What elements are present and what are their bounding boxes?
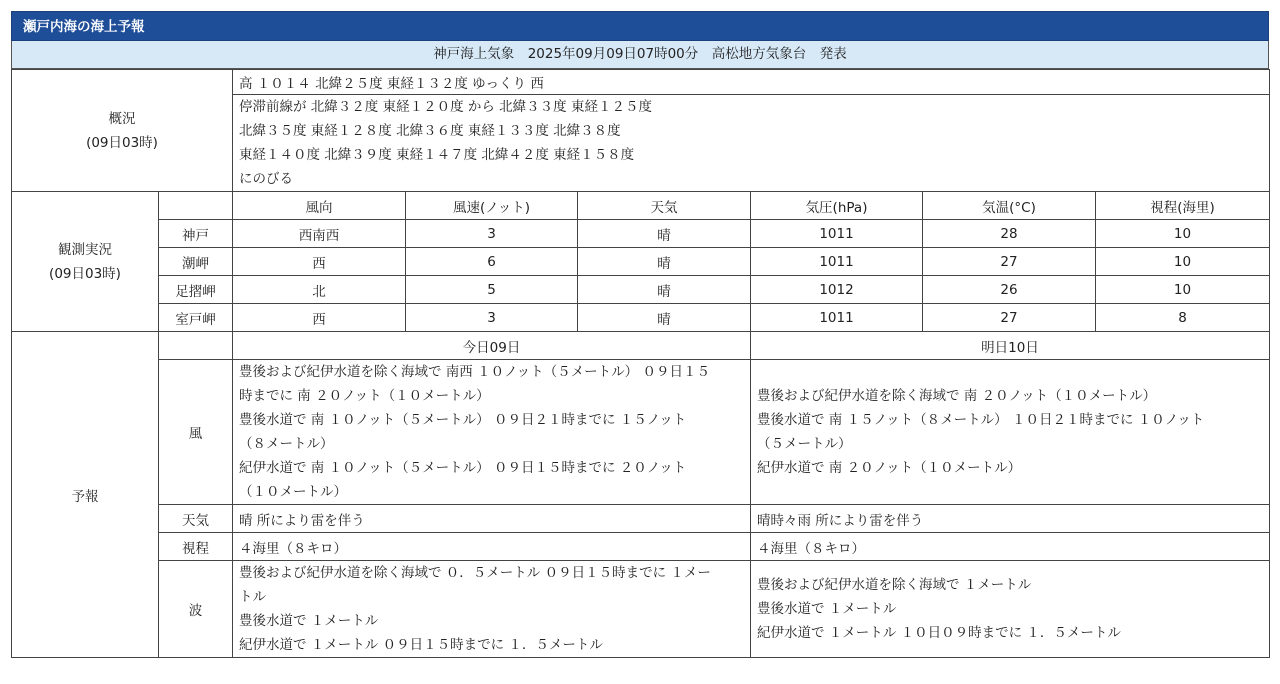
station-name: 神戸 [159,220,233,248]
wind-today-line: 豊後水道で 南 １０ノット（５メートル） ０９日２１時までに １５ノット [239,412,687,428]
table-row [12,248,1270,276]
wave-today [233,561,751,658]
wind-today [233,360,751,505]
table-cell: 1011 [751,220,923,248]
column-header: 視程(海里) [1096,192,1270,220]
visibility-tomorrow: ４海里（８キロ） [751,533,1270,561]
weather-tomorrow: 晴時々雨 所により雷を伴う [751,505,1270,533]
forecast-label: 予報 [12,332,159,658]
overview-label: 概況 [108,110,136,127]
wave-today-line: 豊後水道で １メートル [239,613,379,629]
forecast-today-header: 今日09日 [233,332,751,360]
column-header: 気温(°C) [923,192,1096,220]
table-cell: 晴 [578,304,751,332]
station-name: 潮岬 [159,248,233,276]
table-cell: 3 [406,220,578,248]
wave-today-line: トル [239,589,267,605]
forecast-table [11,69,1270,658]
wind-today-line: 紀伊水道で 南 １０ノット（５メートル） ０９日１５時までに ２０ノット [239,460,687,476]
wind-tomorrow-line: （５メートル） [757,436,852,452]
table-cell: 北 [233,276,406,304]
wave-label: 波 [159,561,233,658]
marine-forecast-panel [11,11,1269,658]
issued-info: 神戸海上気象 2025年09月09日07時00分 高松地方気象台 発表 [11,41,1269,69]
table-cell: 10 [1096,248,1270,276]
wave-today-line: 紀伊水道で １メートル ０９日１５時までに １．５メートル [239,637,603,653]
overview-front [233,95,1270,192]
table-cell: 晴 [578,276,751,304]
visibility-label: 視程 [159,533,233,561]
table-cell: 晴 [578,220,751,248]
weather-label: 天気 [159,505,233,533]
wind-today-line: （８メートル） [239,436,334,452]
column-header: 天気 [578,192,751,220]
wind-label: 風 [159,360,233,505]
wind-tomorrow-line: 豊後水道で 南 １５ノット（８メートル） １０日２１時までに １０ノット [757,412,1205,428]
forecast-corner [159,332,233,360]
table-row [12,304,1270,332]
observation-corner [159,192,233,220]
wind-today-line: 豊後および紀伊水道を除く海域で 南西 １０ノット（５メートル） ０９日１５ [239,364,710,380]
table-cell: 1011 [751,304,923,332]
observation-header [12,192,159,332]
table-row [12,220,1270,248]
observation-time: (09日03時) [49,265,121,282]
station-name: 室戸岬 [159,304,233,332]
overview-time: (09日03時) [86,134,158,151]
panel-title: 瀬戸内海の海上予報 [11,11,1269,41]
forecast-tomorrow-header: 明日10日 [751,332,1270,360]
column-header: 風向 [233,192,406,220]
table-cell: 西南西 [233,220,406,248]
overview-high-pressure: 高 １０１４ 北緯２５度 東経１３２度 ゆっくり 西 [233,70,1270,95]
table-cell: 3 [406,304,578,332]
table-cell: 8 [1096,304,1270,332]
table-cell: 10 [1096,276,1270,304]
wave-tomorrow-line: 紀伊水道で １メートル １０日０９時までに １．５メートル [757,625,1121,641]
wind-tomorrow-line: 紀伊水道で 南 ２０ノット（１０メートル） [757,460,1022,476]
wind-today-line: 時までに 南 ２０ノット（１０メートル） [239,388,490,404]
table-cell: 27 [923,248,1096,276]
wave-tomorrow [751,561,1270,658]
wind-today-line: （１０メートル） [239,484,348,500]
table-cell: 晴 [578,248,751,276]
overview-front-line: 停滞前線が 北緯３２度 東経１２０度 から 北緯３３度 東経１２５度 [239,99,652,115]
overview-front-line: にのびる [239,171,294,187]
table-row [12,276,1270,304]
table-cell: 10 [1096,220,1270,248]
wave-tomorrow-line: 豊後水道で １メートル [757,601,897,617]
table-cell: 6 [406,248,578,276]
table-cell: 5 [406,276,578,304]
overview-front-line: 東経１４０度 北緯３９度 東経１４７度 北緯４２度 東経１５８度 [239,147,635,163]
column-header: 気圧(hPa) [751,192,923,220]
column-header: 風速(ノット) [406,192,578,220]
wave-today-line: 豊後および紀伊水道を除く海域で ０．５メートル ０９日１５時までに １メー [239,565,711,581]
wind-tomorrow [751,360,1270,505]
station-name: 足摺岬 [159,276,233,304]
table-cell: 26 [923,276,1096,304]
observation-label: 観測実況 [58,241,112,258]
table-cell: 1012 [751,276,923,304]
table-cell: 西 [233,248,406,276]
wave-tomorrow-line: 豊後および紀伊水道を除く海域で １メートル [757,577,1032,593]
table-cell: 1011 [751,248,923,276]
wind-tomorrow-line: 豊後および紀伊水道を除く海域で 南 ２０ノット（１０メートル） [757,388,1157,404]
overview-front-line: 北緯３５度 東経１２８度 北緯３６度 東経１３３度 北緯３８度 [239,123,621,139]
weather-today: 晴 所により雷を伴う [233,505,751,533]
table-cell: 西 [233,304,406,332]
table-cell: 28 [923,220,1096,248]
overview-header [12,70,233,192]
visibility-today: ４海里（８キロ） [233,533,751,561]
table-cell: 27 [923,304,1096,332]
